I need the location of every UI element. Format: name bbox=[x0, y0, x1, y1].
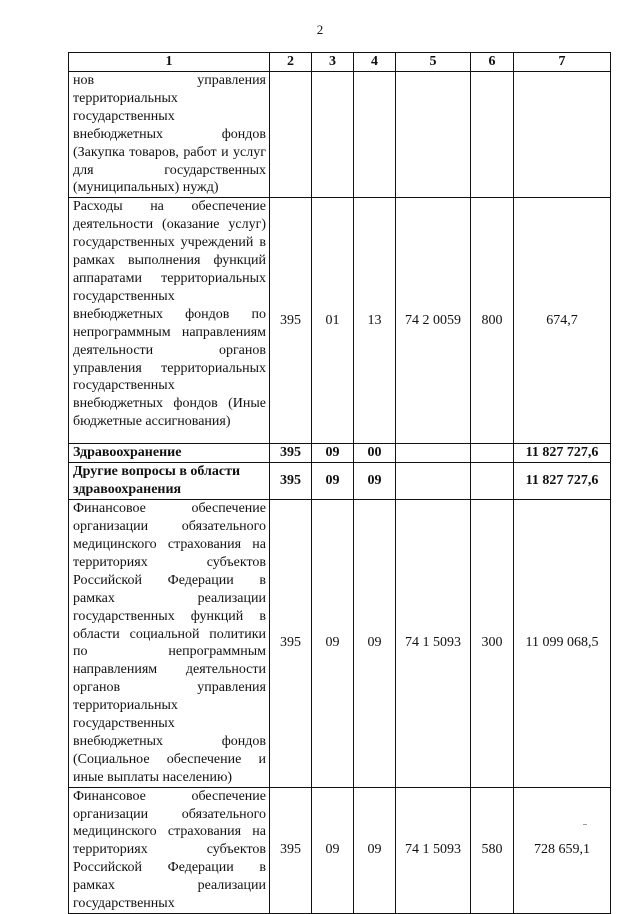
row-col-7: 11 827 727,6 bbox=[514, 463, 611, 500]
row-col-4: 09 bbox=[354, 787, 396, 913]
row-col-4: 13 bbox=[354, 198, 396, 444]
row-col-3: 09 bbox=[312, 500, 354, 788]
header-col-5: 5 bbox=[396, 53, 471, 72]
row-col-5: 74 2 0059 bbox=[396, 198, 471, 444]
header-col-1: 1 bbox=[69, 53, 270, 72]
row-col-5 bbox=[396, 444, 471, 463]
table-header-row bbox=[69, 53, 611, 72]
row-col-2: 395 bbox=[270, 463, 312, 500]
row-col-4: 00 bbox=[354, 444, 396, 463]
row-col-6: 580 bbox=[471, 787, 514, 913]
table-row bbox=[69, 463, 611, 500]
row-col-4: 09 bbox=[354, 463, 396, 500]
row-col-3 bbox=[312, 72, 354, 198]
row-col-5: 74 1 5093 bbox=[396, 500, 471, 788]
header-col-7: 7 bbox=[514, 53, 611, 72]
row-col-2: 395 bbox=[270, 198, 312, 444]
row-col-6: 800 bbox=[471, 198, 514, 444]
row-description: Финансовое обеспечение организации обязательного медицинского страхования на территориях субъектов Российской Федерации в рамках реализации государственных функций в области социальной политики по непрограммным направлениям деятельности органов управления территориальных государственных внебюджетных фондов (Социальное обеспечение и иные выплаты населению) bbox=[69, 500, 270, 788]
table-row bbox=[69, 444, 611, 463]
row-col-6: 300 bbox=[471, 500, 514, 788]
header-col-4: 4 bbox=[354, 53, 396, 72]
row-col-6 bbox=[471, 72, 514, 198]
row-col-6 bbox=[471, 463, 514, 500]
row-col-5 bbox=[396, 72, 471, 198]
table-row bbox=[69, 787, 611, 913]
table-row bbox=[69, 198, 611, 444]
scan-mark bbox=[583, 824, 587, 828]
row-col-4 bbox=[354, 72, 396, 198]
row-description: Расходы на обеспечение деятельности (оказание услуг) государственных учреждений в рамках выполнения функций аппаратами территориальных государственных внебюджетных фондов по непрограммным направлениям деятельности органов управления территориальных государственных внебюджетных фондов (Иные бюджетные ассигнования) bbox=[69, 198, 270, 444]
row-description: Здравоохранение bbox=[69, 444, 270, 463]
header-col-2: 2 bbox=[270, 53, 312, 72]
header-col-3: 3 bbox=[312, 53, 354, 72]
row-col-5: 74 1 5093 bbox=[396, 787, 471, 913]
row-col-3: 09 bbox=[312, 787, 354, 913]
row-col-2: 395 bbox=[270, 787, 312, 913]
table-row bbox=[69, 72, 611, 198]
row-col-7 bbox=[514, 72, 611, 198]
row-col-6 bbox=[471, 444, 514, 463]
row-col-3: 01 bbox=[312, 198, 354, 444]
row-col-7: 11 099 068,5 bbox=[514, 500, 611, 788]
page-number: 2 bbox=[316, 22, 324, 37]
row-col-4: 09 bbox=[354, 500, 396, 788]
row-col-7: 11 827 727,6 bbox=[514, 444, 611, 463]
row-col-2: 395 bbox=[270, 500, 312, 788]
row-description: Финансовое обеспечение организации обязательного медицинского страхования на территориях субъектов Российской Федерации в рамках реализации государственных bbox=[69, 787, 270, 913]
row-description: Другие вопросы в области здравоохранения bbox=[69, 463, 270, 500]
row-col-7: 674,7 bbox=[514, 198, 611, 444]
row-col-2: 395 bbox=[270, 444, 312, 463]
row-col-3: 09 bbox=[312, 444, 354, 463]
row-col-3: 09 bbox=[312, 463, 354, 500]
row-col-5 bbox=[396, 463, 471, 500]
row-col-2 bbox=[270, 72, 312, 198]
row-col-7: 728 659,1 bbox=[514, 787, 611, 913]
row-description: нов управления территориальных государственных внебюджетных фондов (Закупка товаров, работ и услуг для государственных (муниципальных) нужд) bbox=[69, 72, 270, 198]
table-row bbox=[69, 500, 611, 788]
budget-table bbox=[68, 52, 611, 914]
header-col-6: 6 bbox=[471, 53, 514, 72]
